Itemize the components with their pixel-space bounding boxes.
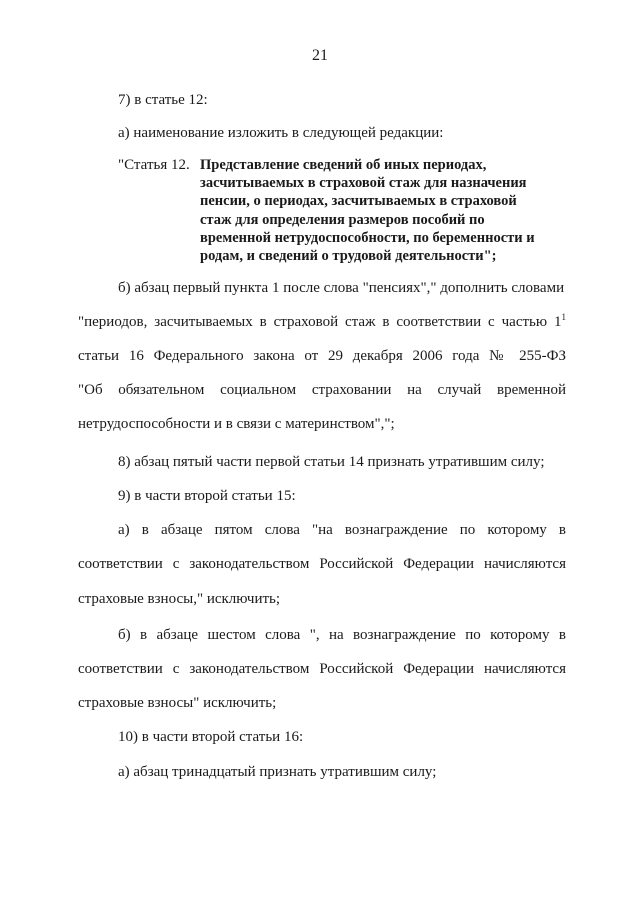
paragraph-7b-line2-text: "периодов, засчитываемых в страховой стаж в соответствии с частью 1 — [78, 314, 562, 330]
page-number: 21 — [312, 47, 328, 64]
paragraph-7a: а) наименование изложить в следующей редакции: — [118, 125, 444, 141]
paragraph-7b-line2 — [78, 313, 566, 331]
article-title-line: пенсии, о периодах, засчитываемых в страховой — [200, 193, 517, 210]
paragraph-9a-line2: соответствии с законодательством Российской Федерации начисляются — [78, 556, 566, 572]
paragraph-7b-line3: статьи 16 Федерального закона от 29 декабря 2006 года № 255-ФЗ — [78, 348, 566, 364]
paragraph-9b-line1: б) в абзаце шестом слова ", на вознаграждение по которому в — [118, 627, 566, 643]
paragraph-7b-line5: нетрудоспособности и в связи с материнством","; — [78, 416, 395, 432]
paragraph-10a: а) абзац тринадцатый признать утратившим силу; — [118, 764, 437, 780]
article-title-line: родам, и сведений о трудовой деятельности"; — [200, 248, 497, 265]
paragraph-10: 10) в части второй статьи 16: — [118, 729, 304, 745]
article-label: "Статья 12. — [118, 157, 190, 173]
article-title-line: Представление сведений об иных периодах, — [200, 157, 487, 173]
article-title-line: стаж для определения размеров пособий по — [200, 211, 485, 228]
paragraph-8: 8) абзац пятый части первой статьи 14 признать утратившим силу; — [118, 454, 545, 470]
superscript-mark: 1 — [561, 312, 566, 322]
paragraph-9b-line3: страховые взносы" исключить; — [78, 695, 277, 711]
paragraph-9b-line2: соответствии с законодательством Российской Федерации начисляются — [78, 661, 566, 677]
paragraph-9: 9) в части второй статьи 15: — [118, 488, 296, 504]
paragraph-7b-line4: "Об обязательном социальном страховании на случай временной — [78, 382, 566, 398]
article-title — [200, 156, 600, 265]
article-title-line: засчитываемых в страховой стаж для назначения — [200, 175, 527, 192]
paragraph-9a-line1: а) в абзаце пятом слова "на вознаграждение по которому в — [118, 522, 566, 538]
article-title-line: временной нетрудоспособности, по беременности и — [200, 229, 535, 246]
paragraph-7: 7) в статье 12: — [118, 92, 208, 108]
paragraph-9a-line3: страховые взносы," исключить; — [78, 591, 281, 607]
paragraph-7b-line1: б) абзац первый пункта 1 после слова "пенсиях"," дополнить словами — [118, 280, 565, 296]
